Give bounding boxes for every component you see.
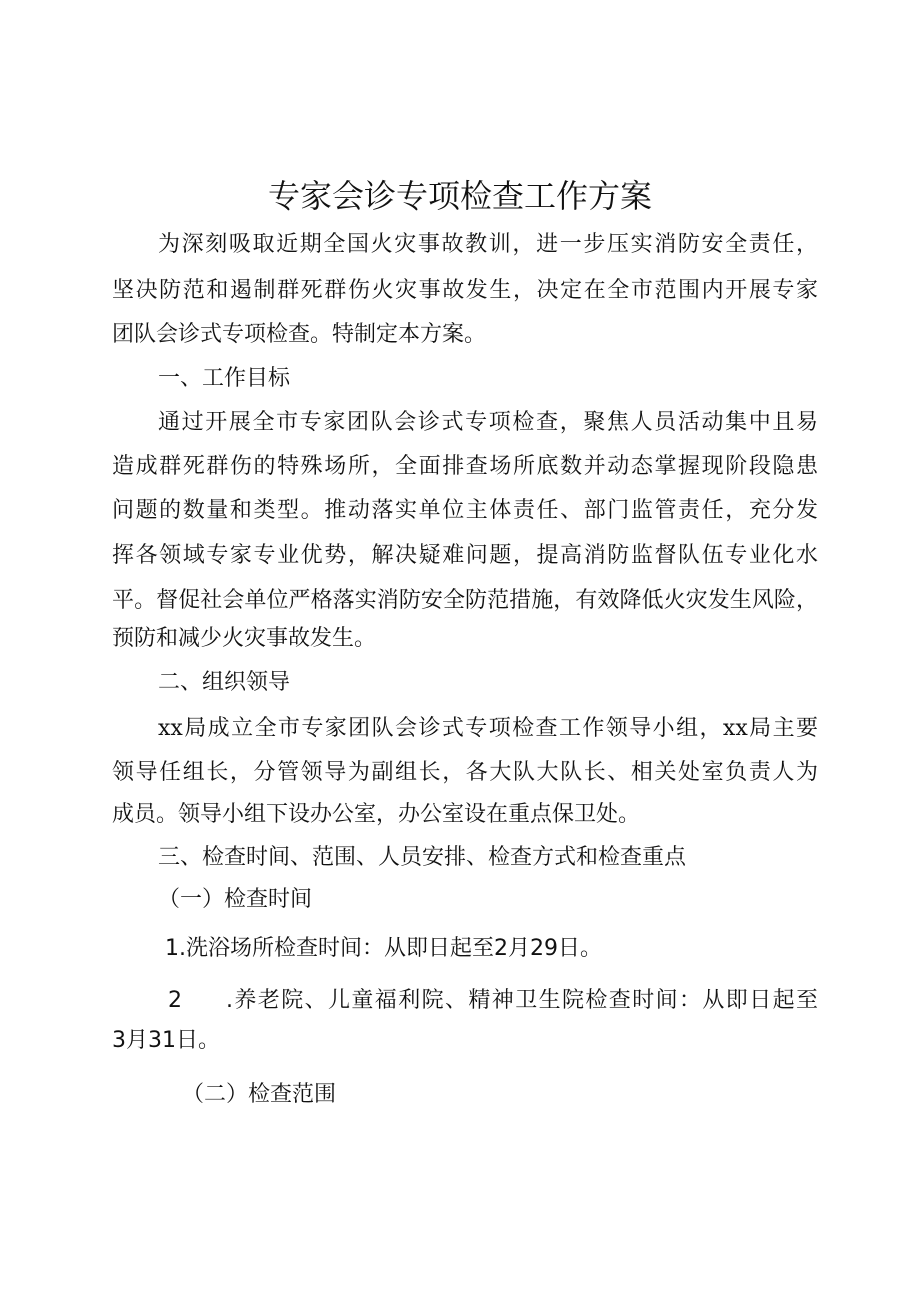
section-2-line-3: 成员。领导小组下设办公室，办公室设在重点保卫处。 <box>112 802 641 827</box>
section-3-item-2-number: 2 <box>168 988 182 1013</box>
section-3-heading: 三、检查时间、范围、人员安排、检查方式和检查重点 <box>158 845 687 870</box>
intro-line-2: 坚决防范和遏制群死群伤火灾事故发生，决定在全市范围内开展专家 <box>112 278 818 303</box>
section-3-sub-2-heading: （二）检查范围 <box>182 1082 337 1107</box>
intro-line-1: 为深刻吸取近期全国火灾事故教训，进一步压实消防安全责任， <box>158 232 818 257</box>
section-2-line-1: xx局成立全市专家团队会诊式专项检查工作领导小组，xx局主要 <box>158 716 818 741</box>
section-2-line-2: 领导任组长，分管领导为副组长，各大队大队长、相关处室负责人为 <box>112 760 818 785</box>
section-3-item-2-continuation: 3月31日。 <box>112 1028 220 1053</box>
section-1-line-1: 通过开展全市专家团队会诊式专项检查，聚焦人员活动集中且易 <box>158 410 818 435</box>
section-3-item-1: 1.洗浴场所检查时间：从即日起至2月29日。 <box>165 936 602 961</box>
section-1-line-6: 预防和减少火灾事故发生。 <box>112 626 377 651</box>
document-title: 专家会诊专项检查工作方案 <box>267 177 652 215</box>
intro-line-3: 团队会诊式专项检查。特制定本方案。 <box>112 322 487 347</box>
section-1-line-2: 造成群死群伤的特殊场所，全面排查场所底数并动态掌握现阶段隐患 <box>112 454 818 479</box>
section-1-line-5: 平。督促社会单位严格落实消防安全防范措施，有效降低火灾发生风险， <box>112 588 818 613</box>
section-1-heading: 一、工作目标 <box>158 366 291 391</box>
section-3-item-2-text: .养老院、儿童福利院、精神卫生院检查时间：从即日起至 <box>226 988 818 1013</box>
section-3-sub-1-heading: （一）检查时间 <box>158 887 313 912</box>
section-1-line-3: 问题的数量和类型。推动落实单位主体责任、部门监管责任，充分发 <box>112 498 818 523</box>
section-1-line-4: 挥各领域专家专业优势，解决疑难问题，提高消防监督队伍专业化水 <box>112 543 818 568</box>
section-2-heading: 二、组织领导 <box>158 670 291 695</box>
